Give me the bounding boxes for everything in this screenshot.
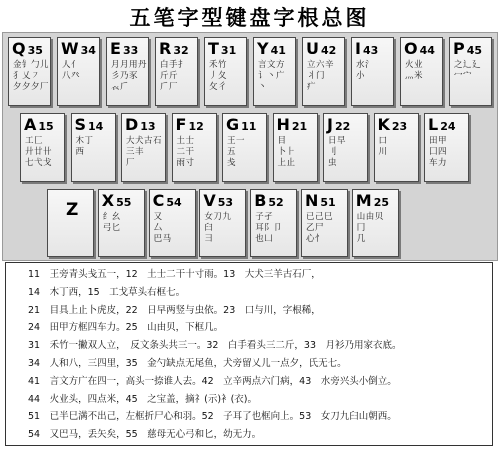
key-header <box>355 39 378 58</box>
key-letter: J <box>327 115 333 134</box>
key-roots: 白手扌 斤斤 𠂆厂 <box>160 60 188 92</box>
key-header <box>254 191 284 210</box>
key-header <box>257 39 286 58</box>
key-letter: S <box>74 115 87 134</box>
key-o[interactable] <box>400 37 443 106</box>
key-z[interactable] <box>47 189 94 257</box>
key-roots: 日早 刂 虫 <box>328 136 347 168</box>
key-zone-code: 42 <box>321 44 337 57</box>
key-roots: 王一 五 戋 <box>227 136 246 168</box>
key-d[interactable] <box>121 113 166 182</box>
key-zone-code: 13 <box>140 120 156 133</box>
key-roots: 已己巳 乙尸 心忄 <box>306 212 334 244</box>
key-letter: Z <box>66 200 79 220</box>
key-n[interactable] <box>301 189 348 257</box>
page-title: 五笔字型键盘字根总图 <box>129 5 370 30</box>
key-i[interactable] <box>351 37 394 106</box>
rhyme-line: 34 人和八，三四里，35 金勺缺点无尾鱼，犬旁留乂儿一点夕，氏无七。 <box>28 358 347 369</box>
key-letter: V <box>203 191 216 210</box>
key-letter: N <box>305 191 319 210</box>
key-roots: 火业 灬米 <box>405 60 424 81</box>
key-f[interactable] <box>172 113 217 182</box>
key-zone-code: 51 <box>320 196 336 209</box>
key-header <box>277 115 308 134</box>
key-header <box>125 115 156 134</box>
key-header <box>306 39 336 58</box>
key-letter: B <box>254 191 267 210</box>
key-letter: M <box>355 191 372 210</box>
key-zone-code: 54 <box>166 196 182 209</box>
key-roots: 口 川 <box>378 136 388 157</box>
key-header <box>305 191 336 210</box>
key-header <box>66 200 80 220</box>
key-b[interactable] <box>250 189 297 257</box>
key-q[interactable] <box>8 37 51 106</box>
key-zone-code: 55 <box>116 196 132 209</box>
key-roots: 言文方 讠丶广 丶 <box>258 60 286 92</box>
key-roots: 金钅勹儿 犭乂㇇ 夕夕夕厂 <box>13 60 50 92</box>
key-zone-code: 34 <box>80 44 96 57</box>
rhyme-line: 54 又巴马，丢矢矣，55 慈母无心弓和匕，幼无力。 <box>28 429 262 441</box>
key-roots: 纟幺 弓匕 <box>102 212 121 233</box>
key-header <box>110 39 138 58</box>
key-h[interactable] <box>273 113 318 182</box>
key-letter: R <box>159 39 172 58</box>
key-roots: 土士 二干 雨寸 <box>176 136 195 168</box>
key-zone-code: 21 <box>291 120 308 133</box>
key-zone-code: 25 <box>373 196 390 209</box>
key-letter: U <box>306 39 319 58</box>
rhyme-line: 21 目具上止卜虎皮，22 日早两竖与虫依。23 口与川，字根稀， <box>28 304 321 316</box>
rhyme-line: 24 田甲方框四车力。25 山由贝，下框几。 <box>28 322 224 334</box>
key-roots: 之辶廴 冖宀 <box>454 60 482 81</box>
key-header <box>12 39 43 58</box>
key-letter: C <box>152 191 165 210</box>
key-roots: 山由贝 冂 几 <box>356 212 384 244</box>
key-letter: O <box>404 39 418 58</box>
key-letter: Q <box>12 39 26 58</box>
key-w[interactable] <box>57 37 100 106</box>
key-header <box>356 191 389 210</box>
rhyme-line: 41 言文方广在四一，高头一捺谁人去。42 立辛两点六门病，43 水旁兴头小倒立。 <box>28 375 397 387</box>
key-header <box>159 39 189 58</box>
key-letter: W <box>61 39 79 58</box>
key-zone-code: 11 <box>241 120 257 133</box>
key-r[interactable] <box>155 37 198 106</box>
key-header <box>75 115 104 134</box>
key-header <box>203 191 233 210</box>
key-zone-code: 53 <box>217 196 234 209</box>
key-u[interactable] <box>302 37 345 106</box>
key-roots: 人亻 八癶 <box>62 60 81 81</box>
key-roots: 田甲 囗四 车力 <box>429 136 448 168</box>
key-roots: 女刀九 臼 彐 <box>204 212 232 244</box>
key-letter: E <box>110 39 121 58</box>
key-letter: K <box>377 115 390 134</box>
key-s[interactable] <box>71 113 116 182</box>
key-zone-code: 15 <box>38 120 54 133</box>
key-letter: H <box>276 115 290 134</box>
key-zone-code: 41 <box>270 44 286 57</box>
key-roots: 目 卜⺊ 上止 <box>277 136 296 168</box>
key-roots: 又 厶 巴马 <box>153 212 172 244</box>
key-header <box>378 115 408 134</box>
key-zone-code: 22 <box>334 120 351 133</box>
key-letter: I <box>355 39 361 58</box>
key-j[interactable] <box>323 113 368 182</box>
key-t[interactable] <box>204 37 247 106</box>
rhyme-line: 44 火业头，四点米，45 之宝盖，摘礻(示)衤(衣)。 <box>28 393 258 405</box>
key-l[interactable] <box>424 113 469 182</box>
key-a[interactable] <box>20 113 65 182</box>
key-e[interactable] <box>106 37 149 106</box>
key-zone-code: 33 <box>122 44 139 57</box>
key-header <box>61 39 96 58</box>
key-c[interactable] <box>149 189 196 257</box>
key-zone-code: 35 <box>27 44 43 57</box>
key-m[interactable] <box>352 189 399 257</box>
key-roots: 木丁 西 <box>75 136 94 157</box>
key-zone-code: 31 <box>220 44 237 57</box>
key-zone-code: 14 <box>88 120 104 133</box>
key-v[interactable] <box>199 189 246 257</box>
key-header <box>208 39 236 58</box>
key-letter: X <box>101 191 115 210</box>
key-roots: 工匚 廾廿卄 七弋戈 <box>25 136 53 168</box>
key-letter: A <box>24 115 37 134</box>
key-roots: 立六辛 丬门 疒 <box>307 60 335 92</box>
key-letter: G <box>226 115 240 134</box>
rhyme-line: 51 已半巳满不出己，左框折尸心和羽。52 子耳了也框向上。53 女刀九臼山朝西。 <box>28 411 397 423</box>
key-letter: F <box>175 115 187 134</box>
key-letter: Y <box>257 39 269 58</box>
key-zone-code: 32 <box>173 44 189 57</box>
key-header <box>428 115 456 134</box>
key-header <box>24 115 54 134</box>
key-letter: D <box>125 115 139 134</box>
rhyme-line: 14 木丁西，15 工戈草头右框七。 <box>28 286 186 298</box>
key-zone-code: 43 <box>362 44 379 57</box>
key-roots: 月月用丹 彡乃豕 𧘇𠂆 <box>111 60 148 92</box>
key-y[interactable] <box>253 37 296 106</box>
rhyme-line: 11 王旁青头戋五一，12 土士二干十寸雨。13 大犬三羊古石厂， <box>28 269 321 280</box>
key-p[interactable] <box>449 37 492 106</box>
key-k[interactable] <box>374 113 419 182</box>
key-letter: L <box>428 115 439 134</box>
key-zone-code: 44 <box>419 44 435 57</box>
key-roots: 大犬古石 三丰 厂 <box>126 136 163 168</box>
key-roots: 禾竹 丿夂 攵彳 <box>209 60 228 92</box>
key-zone-code: 24 <box>440 120 456 133</box>
rhyme-table <box>5 262 493 446</box>
key-zone-code: 23 <box>391 120 408 133</box>
key-roots: 子孑 耳阝卩 也凵 <box>255 212 283 244</box>
key-header <box>327 115 350 134</box>
keyboard-panel <box>2 32 498 261</box>
key-header <box>453 39 482 58</box>
key-header <box>153 191 182 210</box>
key-zone-code: 45 <box>466 44 483 57</box>
key-letter: T <box>208 39 219 58</box>
key-roots: 水氵 小 <box>356 60 375 81</box>
key-zone-code: 12 <box>188 120 204 133</box>
rhyme-line: 31 禾竹一撇双人立， 反文条头共三一。32 白手看头三二斤，33 月衫乃用家衣底。 <box>28 340 402 352</box>
key-zone-code: 52 <box>268 196 284 209</box>
key-x[interactable] <box>98 189 145 257</box>
key-header <box>102 191 132 210</box>
key-header <box>404 39 435 58</box>
key-header <box>226 115 256 134</box>
key-header <box>176 115 204 134</box>
key-g[interactable] <box>222 113 267 182</box>
key-letter: P <box>453 39 465 58</box>
